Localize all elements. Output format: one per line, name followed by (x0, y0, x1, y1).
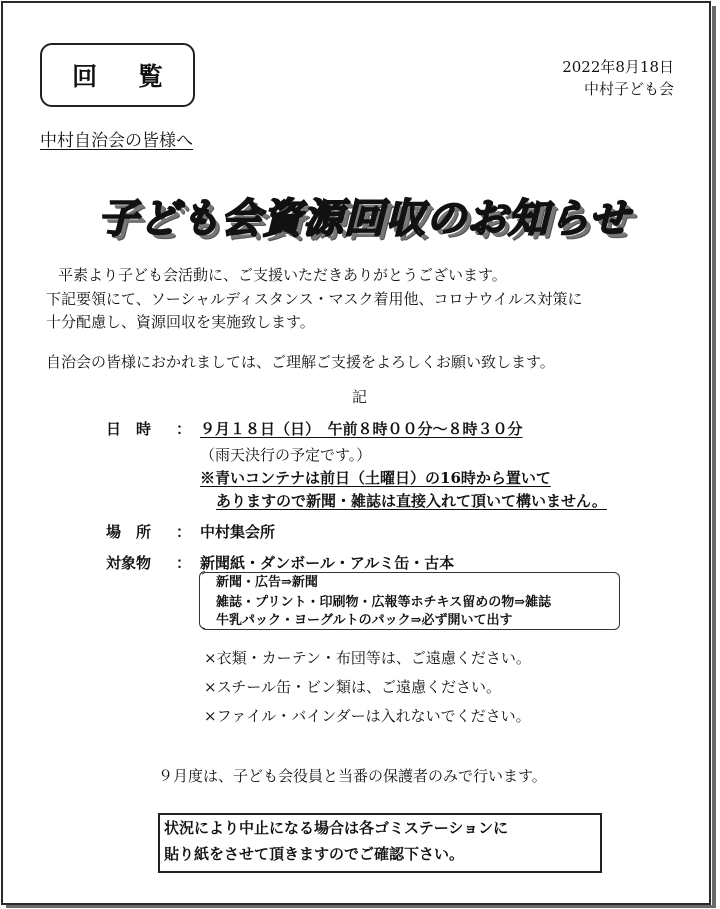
exclusion-steel-cans: ×スチール缶・ビン類は、ご遠慮ください。 (204, 678, 501, 696)
document-title: 子ども会資源回収のお知らせ (98, 196, 630, 242)
page-border-shadow-bottom (6, 905, 716, 908)
exclusion-clothing: ×衣類・カーテン・布団等は、ご遠慮ください。 (204, 649, 531, 667)
items-colon: ： (176, 554, 192, 572)
notice-line-2: 貼り紙をさせて頂きますのでご確認下さい。 (164, 845, 465, 863)
place-colon: ： (176, 523, 192, 541)
schedule-value: ９月１８日（日） 午前８時００分～８時３０分 (200, 420, 523, 438)
circulation-stamp: 回 覧 (40, 43, 195, 107)
items-label: 対象物 (106, 554, 152, 572)
intro-line-2: 下記要領にて、ソーシャルディスタンス・マスク着用他、コロナウイルス対策に (46, 290, 583, 308)
ki-marker: 記 (352, 388, 368, 406)
items-detail-magazine: 雑誌・プリント・印刷物・広報等ホチキス留めの物⇒雑誌 (216, 595, 552, 610)
exclusion-binders: ×ファイル・バインダーは入れないでください。 (204, 707, 531, 725)
schedule-colon: ： (176, 420, 192, 438)
page-border-shadow-right (712, 6, 716, 908)
items-detail-newspaper: 新聞・広告⇒新聞 (216, 575, 318, 590)
issue-date: 2022年8月18日 (562, 58, 674, 76)
schedule-note-direct: ありますので新聞・雑誌は直接入れて頂いて構いません。 (216, 492, 607, 510)
addressee: 中村自治会の皆様へ (40, 131, 193, 151)
schedule-note-container: ※青いコンテナは前日（土曜日）の16時から置いて (200, 469, 551, 487)
notice-line-1: 状況により中止になる場合は各ゴミステーションに (164, 819, 509, 837)
schedule-note-rain: （雨天決行の予定です。） (200, 446, 372, 464)
place-label: 場 所 (106, 523, 152, 541)
intro-line-3: 十分配慮し、資源回収を実施致します。 (46, 313, 315, 331)
place-value: 中村集会所 (200, 523, 276, 541)
schedule-label: 日 時 (106, 420, 152, 438)
september-note: ９月度は、子ども会役員と当番の保護者のみで行います。 (158, 767, 547, 785)
items-value: 新聞紙・ダンボール・アルミ缶・古本 (200, 554, 455, 572)
items-detail-milk-carton: 牛乳パック・ヨーグルトのパック⇒必ず開いて出す (216, 613, 513, 628)
issuer-organization: 中村子ども会 (583, 80, 674, 98)
intro-line-1: 平素より子ども会活動に、ご支援いただきありがとうございます。 (58, 266, 507, 284)
intro-line-4: 自治会の皆様におかれましては、ご理解ご支援をよろしくお願い致します。 (46, 353, 555, 371)
